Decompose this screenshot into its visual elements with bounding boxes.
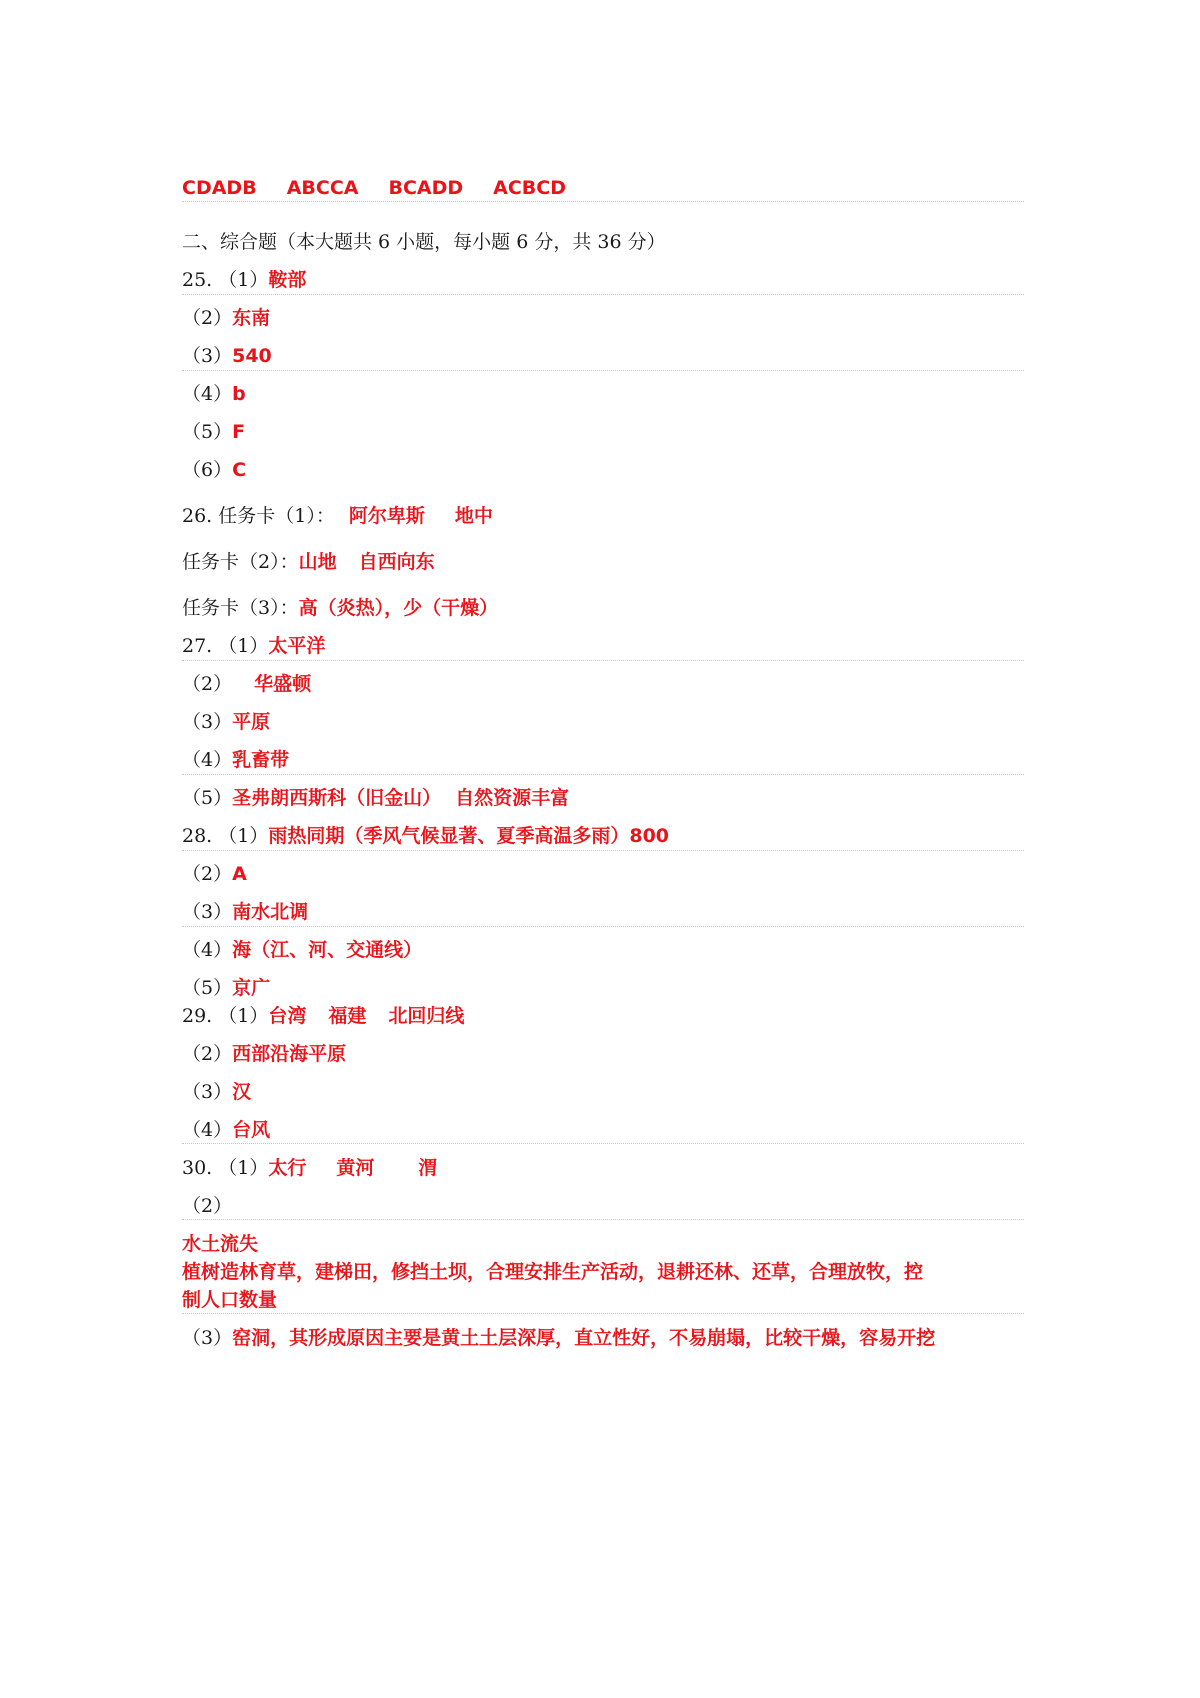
q29-answer-2: 西部沿海平原 [232,1043,347,1065]
q29-part4 [182,1118,270,1142]
dotted-divider [182,370,1024,371]
q26-answer-1a: 阿尔卑斯 [348,505,425,527]
q25-part1 [182,268,306,292]
q25-answer-3: 540 [232,345,272,367]
q26-answer-2a: 山地 [298,551,337,573]
part-label: （2） [182,673,233,695]
q30-part2-label: （2） [182,1195,233,1217]
choice-answer-group: ABCCA [286,177,359,199]
q30-answer-1a: 太行 [268,1157,307,1179]
q29-prefix: 29. （1） [182,1005,269,1027]
q30-part1 [182,1156,437,1180]
q29-answer-1b: 福建 [328,1005,367,1027]
part-label: （3） [182,1327,233,1349]
q28-part5 [182,976,270,1000]
q28-answer-2: A [232,863,247,885]
q28-part1 [182,824,669,848]
q30-part3 [182,1326,935,1350]
q29-part1 [182,1004,464,1028]
part-label: （3） [182,1081,233,1103]
dotted-divider [182,850,1024,851]
q28-answer-5: 京广 [232,977,271,999]
q27-answer-4: 乳畜带 [232,749,290,771]
dotted-divider [182,1313,1024,1314]
q29-answer-4: 台风 [232,1119,271,1141]
q29-answer-1a: 台湾 [268,1005,307,1027]
part-label: （2） [182,863,233,885]
part-label: （5） [182,787,233,809]
q29-answer-1c: 北回归线 [388,1005,465,1027]
q26-card3 [182,596,498,620]
q27-answer-2: 华盛顿 [254,673,312,695]
q26-answer-2b: 自西向东 [358,551,435,573]
q25-prefix: 25. （1） [182,269,269,291]
q27-part4 [182,748,289,772]
part-label: （5） [182,977,233,999]
q25-part3 [182,344,272,368]
q30-answer-1c: 渭 [418,1157,438,1179]
part-label: （2） [182,307,233,329]
q26-prefix-3: 任务卡（3）： [182,597,299,619]
q30-answer-3: 窑洞，其形成原因主要是黄土土层深厚，直立性好，不易崩塌，比较干燥，容易开挖 [232,1327,936,1349]
q27-answer-3: 平原 [232,711,271,733]
part-label: （6） [182,459,233,481]
choice-answer-group: CDADB [182,177,257,199]
section-title: 二、综合题（本大题共 6 小题，每小题 6 分，共 36 分） [182,231,666,253]
part-label: （5） [182,421,233,443]
choice-answer-group: BCADD [388,177,464,199]
q25-part2 [182,306,270,330]
q28-part3 [182,900,308,924]
part-label: （4） [182,383,233,405]
q27-part1 [182,634,325,658]
q25-answer-4: b [232,383,246,405]
q29-part3 [182,1080,251,1104]
q26-prefix-1: 26. 任务卡（1）： [182,505,335,527]
q25-answer-5: F [232,421,246,443]
q25-answer-6: C [232,459,247,481]
q28-answer-4: 海（江、河、交通线） [232,939,423,961]
q27-prefix: 27. （1） [182,635,269,657]
q26-answer-1b: 地中 [454,505,493,527]
q30-prefix: 30. （1） [182,1157,269,1179]
q25-answer-2: 东南 [232,307,271,329]
dotted-divider [182,774,1024,775]
dotted-divider [182,660,1024,661]
choice-answer-group: ACBCD [493,177,567,199]
q25-part5 [182,420,245,444]
q30-answer-2-line1: 水土流失 [182,1233,259,1255]
part-label: （4） [182,749,233,771]
q27-part5 [182,786,569,810]
q28-part2 [182,862,247,886]
q25-answer-1: 鞍部 [268,269,307,291]
q27-part2 [182,672,311,696]
part-label: （4） [182,939,233,961]
dotted-divider [182,1143,1024,1144]
q28-prefix: 28. （1） [182,825,269,847]
q28-answer-1: 雨热同期（季风气候显著、夏季高温多雨）800 [268,825,670,847]
q30-answer-2-line2: 植树造林育草，建梯田，修挡土坝，合理安排生产活动，退耕还林、还草，合理放牧，控 [182,1261,924,1283]
q27-part3 [182,710,270,734]
q25-part6 [182,458,246,482]
part-label: （4） [182,1119,233,1141]
part-label: （2） [182,1043,233,1065]
q26-answer-3: 高（炎热），少（干燥） [298,597,499,619]
part-label: （3） [182,711,233,733]
dotted-divider [182,926,1024,927]
q29-answer-3: 汉 [232,1081,252,1103]
dotted-divider [182,294,1024,295]
dotted-divider [182,1219,1024,1220]
q27-answer-5b: 自然资源丰富 [455,787,570,809]
choice-answers-row [182,176,566,200]
q25-part4 [182,382,246,406]
q26-card2 [182,550,435,574]
part-label: （3） [182,345,233,367]
q29-part2 [182,1042,346,1066]
q30-answer-2-line3: 制人口数量 [182,1289,278,1311]
dotted-divider [182,201,1024,202]
part-label: （3） [182,901,233,923]
q27-answer-5a: 圣弗朗西斯科（旧金山） [232,787,442,809]
q30-answer-1b: 黄河 [336,1157,375,1179]
q27-answer-1: 太平洋 [268,635,326,657]
q28-part4 [182,938,422,962]
q26-card1 [182,504,493,528]
q26-prefix-2: 任务卡（2）： [182,551,299,573]
q28-answer-3: 南水北调 [232,901,309,923]
